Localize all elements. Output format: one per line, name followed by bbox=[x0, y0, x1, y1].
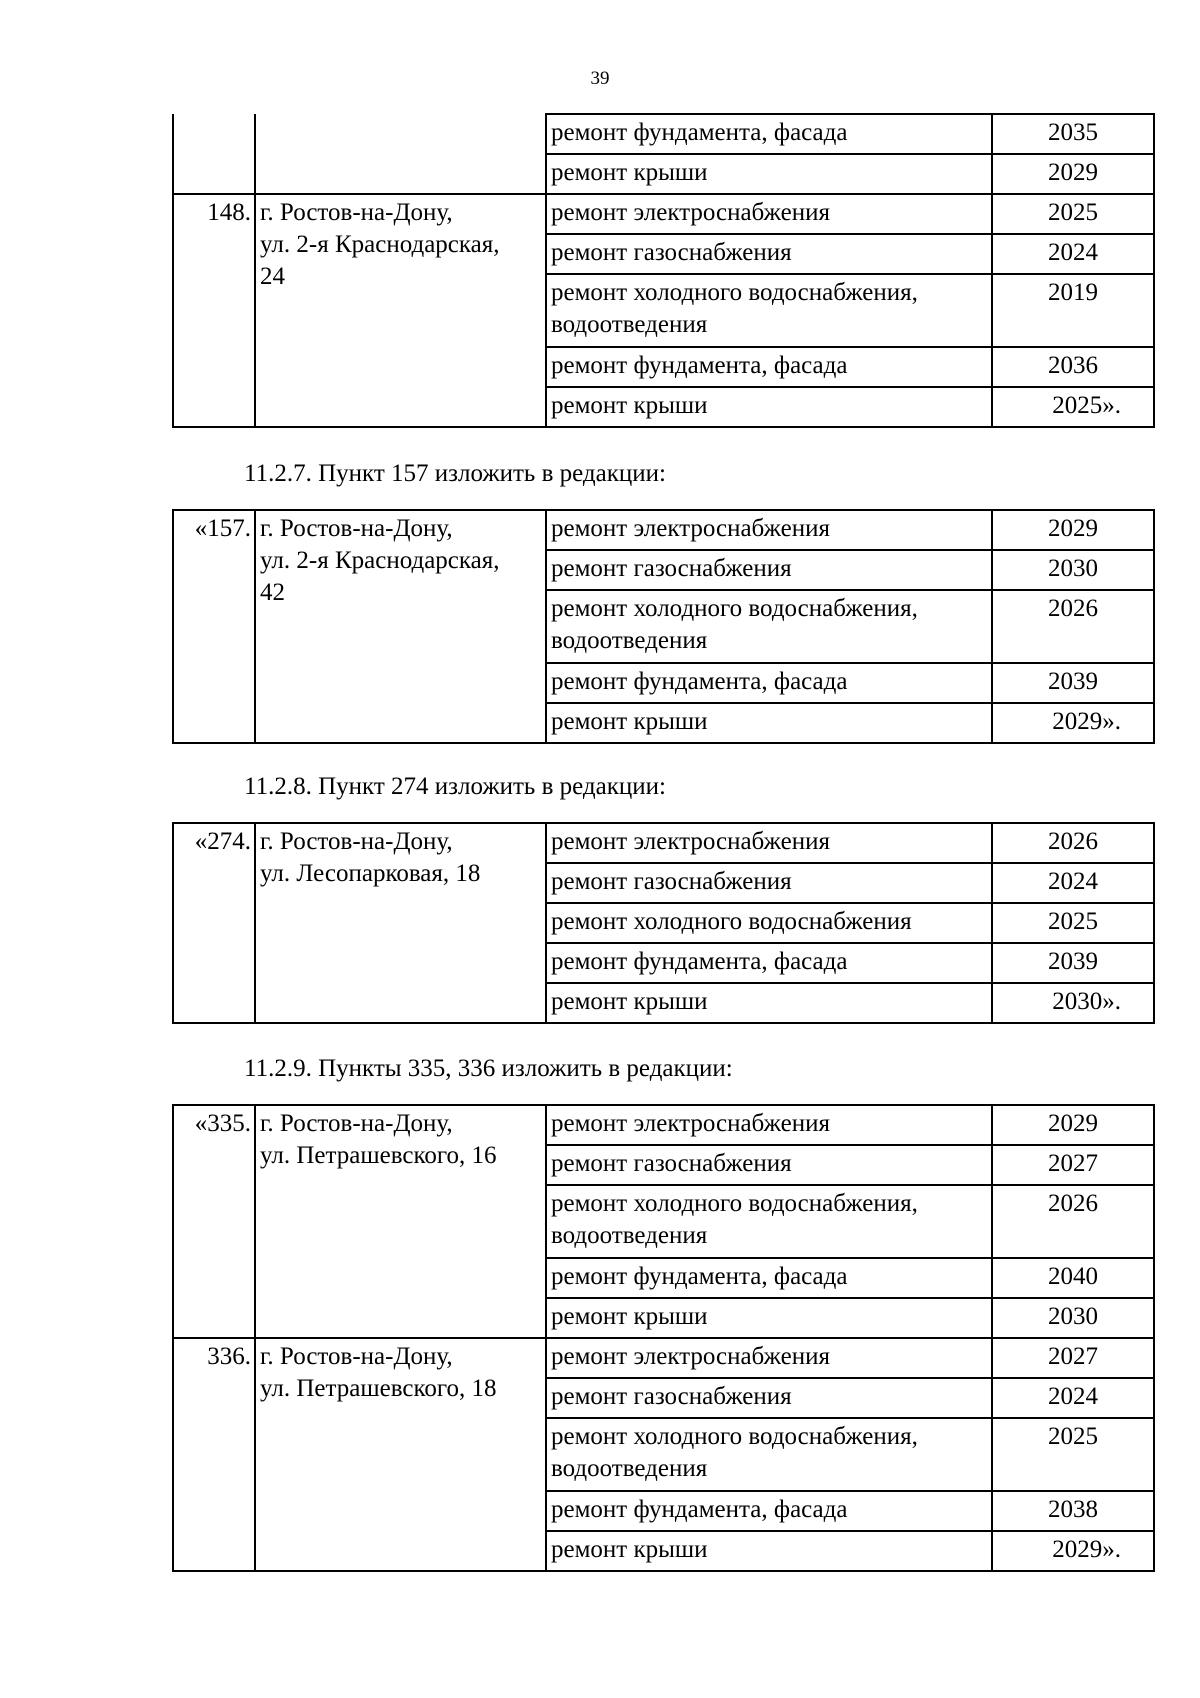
work-type: ремонт газоснабжения bbox=[546, 1145, 992, 1185]
table-row bbox=[173, 1105, 1154, 1145]
planned-year: 2025». bbox=[992, 387, 1154, 427]
planned-year: 2025 bbox=[992, 1418, 1154, 1491]
address-line: ул. 2-я Краснодарская, bbox=[260, 547, 500, 574]
planned-year: 2036 bbox=[992, 347, 1154, 387]
work-type: ремонт крыши bbox=[546, 1298, 992, 1338]
address-line: ул. Лесопарковая, 18 bbox=[260, 860, 481, 887]
work-type: ремонт электроснабжения bbox=[546, 194, 992, 234]
item-number: 336. bbox=[173, 1338, 255, 1571]
work-type: ремонт фундамента, фасада bbox=[546, 1258, 992, 1298]
work-type: ремонт крыши bbox=[546, 1531, 992, 1571]
repair-schedule-table-4 bbox=[172, 1104, 1155, 1572]
item-number: «335. bbox=[173, 1105, 255, 1338]
repair-schedule-table-1 bbox=[172, 113, 1155, 428]
work-type: ремонт фундамента, фасада bbox=[546, 663, 992, 703]
table-row bbox=[173, 510, 1154, 550]
building-address bbox=[255, 1105, 546, 1338]
address-line: г. Ростов-на-Дону, bbox=[260, 1110, 453, 1137]
paragraph-item-274: 11.2.8. Пункт 274 изложить в редакции: bbox=[244, 773, 666, 800]
address-line: ул. Петрашевского, 18 bbox=[260, 1375, 497, 1402]
planned-year: 2029». bbox=[992, 1531, 1154, 1571]
address-line: г. Ростов-на-Дону, bbox=[260, 515, 453, 542]
work-type: ремонт электроснабжения bbox=[546, 510, 992, 550]
planned-year: 2039 bbox=[992, 943, 1154, 983]
planned-year: 2025 bbox=[992, 903, 1154, 943]
address-line: г. Ростов-на-Дону, bbox=[260, 828, 453, 855]
address-line: ул. 2-я Краснодарская, bbox=[260, 231, 500, 258]
item-number: 148. bbox=[173, 194, 255, 427]
building-address bbox=[255, 510, 546, 743]
planned-year: 2026 bbox=[992, 823, 1154, 863]
work-type: ремонт холодного водоснабжения, водоотведения bbox=[546, 1185, 992, 1258]
work-type: ремонт фундамента, фасада bbox=[546, 1491, 992, 1531]
work-type: ремонт фундамента, фасада bbox=[546, 114, 992, 154]
planned-year: 2026 bbox=[992, 1185, 1154, 1258]
planned-year: 2026 bbox=[992, 590, 1154, 663]
planned-year: 2024 bbox=[992, 1378, 1154, 1418]
building-address bbox=[255, 823, 546, 1023]
planned-year: 2039 bbox=[992, 663, 1154, 703]
work-type: ремонт крыши bbox=[546, 387, 992, 427]
building-address bbox=[255, 114, 546, 194]
work-type: ремонт фундамента, фасада bbox=[546, 943, 992, 983]
work-type: ремонт газоснабжения bbox=[546, 550, 992, 590]
work-type: ремонт холодного водоснабжения bbox=[546, 903, 992, 943]
work-type: ремонт холодного водоснабжения, водоотведения bbox=[546, 590, 992, 663]
planned-year: 2030 bbox=[992, 550, 1154, 590]
work-type: ремонт электроснабжения bbox=[546, 823, 992, 863]
page-number: 39 bbox=[590, 68, 610, 89]
work-type: ремонт крыши bbox=[546, 703, 992, 743]
address-line: г. Ростов-на-Дону, bbox=[260, 1343, 453, 1370]
work-type: ремонт газоснабжения bbox=[546, 1378, 992, 1418]
work-type: ремонт холодного водоснабжения, водоотведения bbox=[546, 1418, 992, 1491]
planned-year: 2029 bbox=[992, 154, 1154, 194]
planned-year: 2025 bbox=[992, 194, 1154, 234]
address-line: 42 bbox=[260, 579, 285, 606]
work-type: ремонт фундамента, фасада bbox=[546, 347, 992, 387]
planned-year: 2019 bbox=[992, 274, 1154, 347]
item-number: «274. bbox=[173, 823, 255, 1023]
work-type: ремонт холодного водоснабжения, водоотведения bbox=[546, 274, 992, 347]
building-address bbox=[255, 1338, 546, 1571]
work-type: ремонт электроснабжения bbox=[546, 1105, 992, 1145]
planned-year: 2024 bbox=[992, 234, 1154, 274]
planned-year: 2030 bbox=[992, 1298, 1154, 1338]
item-number: «157. bbox=[173, 510, 255, 743]
work-type: ремонт газоснабжения bbox=[546, 863, 992, 903]
work-type: ремонт крыши bbox=[546, 983, 992, 1023]
table-row bbox=[173, 823, 1154, 863]
planned-year: 2035 bbox=[992, 114, 1154, 154]
planned-year: 2038 bbox=[992, 1491, 1154, 1531]
repair-schedule-table-2 bbox=[172, 509, 1155, 744]
paragraph-item-157: 11.2.7. Пункт 157 изложить в редакции: bbox=[244, 460, 666, 487]
address-line: г. Ростов-на-Дону, bbox=[260, 199, 453, 226]
work-type: ремонт крыши bbox=[546, 154, 992, 194]
table-row bbox=[173, 1338, 1154, 1378]
work-type: ремонт электроснабжения bbox=[546, 1338, 992, 1378]
repair-schedule-table-3 bbox=[172, 822, 1155, 1024]
planned-year: 2024 bbox=[992, 863, 1154, 903]
planned-year: 2027 bbox=[992, 1338, 1154, 1378]
table-row bbox=[173, 114, 1154, 154]
planned-year: 2040 bbox=[992, 1258, 1154, 1298]
item-number bbox=[173, 114, 255, 194]
work-type: ремонт газоснабжения bbox=[546, 234, 992, 274]
planned-year: 2029». bbox=[992, 703, 1154, 743]
planned-year: 2030». bbox=[992, 983, 1154, 1023]
planned-year: 2029 bbox=[992, 1105, 1154, 1145]
paragraph-items-335-336: 11.2.9. Пункты 335, 336 изложить в редакции: bbox=[244, 1055, 733, 1082]
address-line: 24 bbox=[260, 263, 285, 290]
table-row bbox=[173, 194, 1154, 234]
planned-year: 2029 bbox=[992, 510, 1154, 550]
address-line: ул. Петрашевского, 16 bbox=[260, 1142, 497, 1169]
building-address bbox=[255, 194, 546, 427]
planned-year: 2027 bbox=[992, 1145, 1154, 1185]
